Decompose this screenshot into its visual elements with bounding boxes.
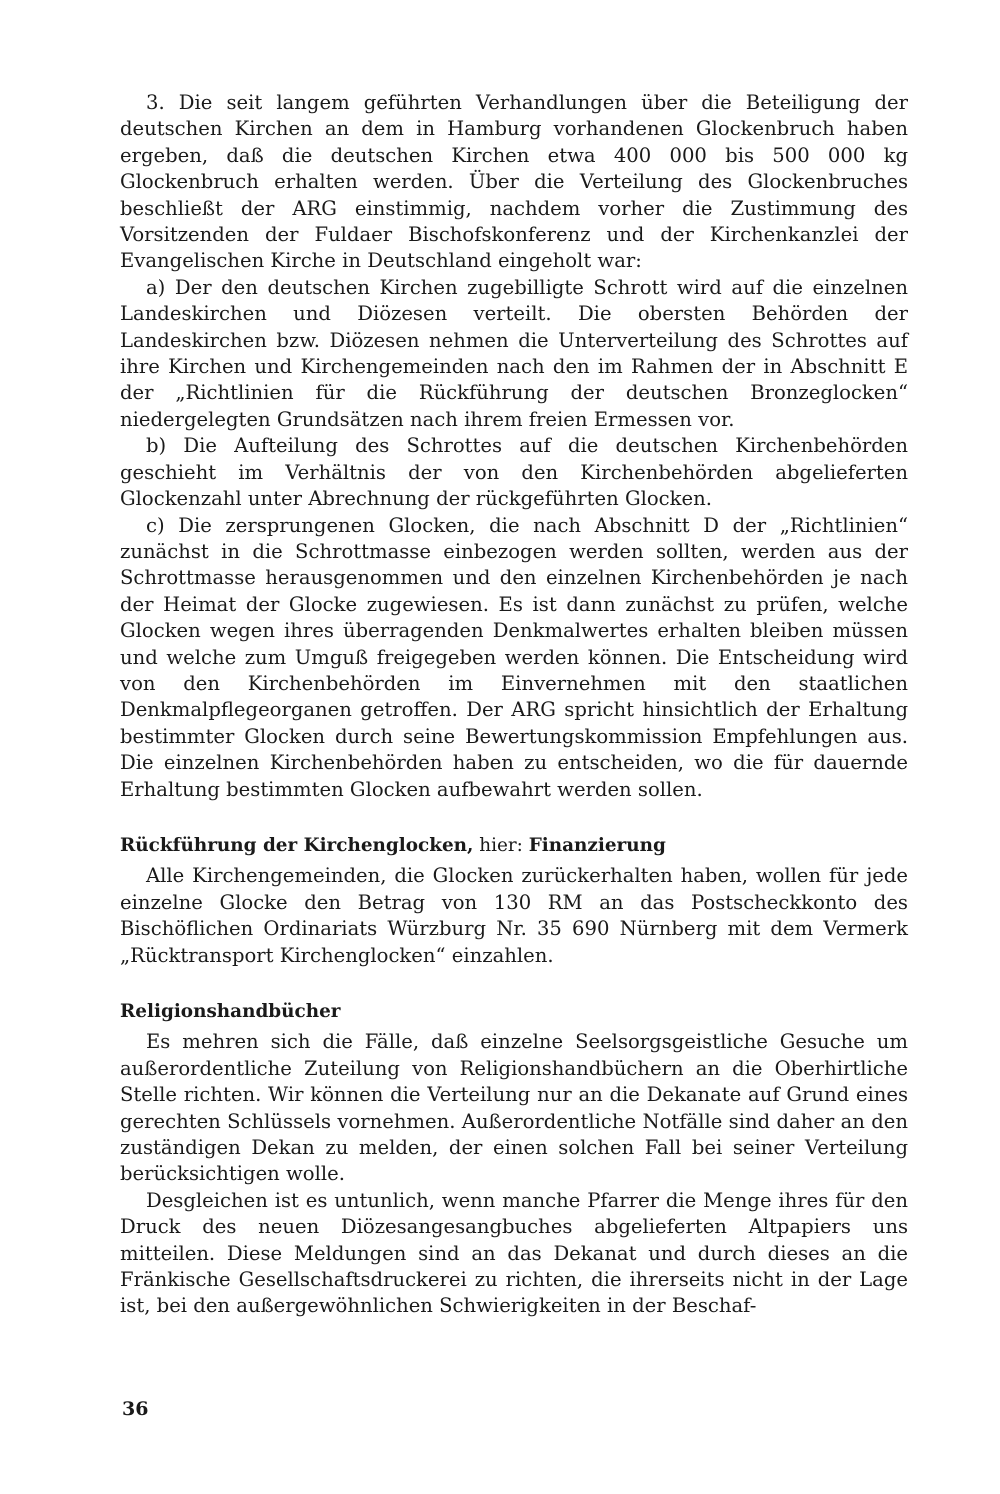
- paragraph: a) Der den deutschen Kirchen zugebilligte Schrott wird auf die einzelnen Landeskirchen und Diözesen verteilt. Die obersten Behörden der Landeskirchen bzw. Diözesen nehmen die Unterverteilung des Schrottes auf ihre Kirchen und Kirchengemeinden nach den im Rahmen der in Abschnitt E der „Richtlinien für die Rückführung der deutschen Bronzeglocken“ niedergelegten Grundsätzen nach ihrem freien Ermessen vor.: [120, 275, 908, 431]
- section-financing: [120, 833, 908, 969]
- paragraph: Alle Kirchengemeinden, die Glocken zurückerhalten haben, wollen für jede einzelne Glocke den Betrag von 130 RM an das Postscheckkonto des Bischöflichen Ordinariats Würzburg Nr. 35 690 Nürnberg mit dem Vermerk „Rücktransport Kirchenglocken“ einzahlen.: [120, 864, 908, 967]
- section-heading: Religionshandbücher: [120, 1001, 341, 1022]
- heading-bold-part: Rückführung der Kirchenglocken,: [120, 834, 474, 856]
- section-heading: [120, 833, 908, 859]
- section-bell-scrap: [120, 90, 908, 803]
- document-page: [120, 88, 908, 1320]
- page-number: 36: [122, 1398, 149, 1420]
- heading-normal-part: hier:: [473, 834, 529, 856]
- section-religion-handbooks: [120, 999, 908, 1320]
- heading-bold-part: Finanzierung: [528, 834, 666, 856]
- paragraph: Es mehren sich die Fälle, daß einzelne Seelsorgsgeistliche Gesuche um außerordentliche Zuteilung von Religionshandbüchern an die Oberhirtliche Stelle richten. Wir können die Verteilung nur an die Dekanate auf Grund eines gerechten Schlüssels vornehmen. Außerordentliche Notfälle sind daher an den zuständigen Dekan zu melden, der einen solchen Fall bei seiner Verteilung berücksichtigen wolle.: [120, 1030, 908, 1186]
- paragraph: c) Die zersprungenen Glocken, die nach Abschnitt D der „Richtlinien“ zunächst in die Schrottmasse einbezogen werden sollten, werden aus der Schrottmasse herausgenommen und den einzelnen Kirchenbehörden je nach der Heimat der Glocke zugewiesen. Es ist dann zunächst zu prüfen, welche Glocken wegen ihres überragenden Denkmalwertes erhalten bleiben müssen und welche zum Umguß freigegeben werden können. Die Entscheidung wird von den Kirchenbehörden im Einvernehmen mit den staatlichen Denkmalpflegeorganen getroffen. Der ARG spricht hinsichtlich der Erhaltung bestimmter Glocken durch seine Bewertungskommission Empfehlungen aus. Die einzelnen Kirchenbehörden haben zu entscheiden, wo die für dauernde Erhaltung bestimmten Glocken aufbewahrt werden sollen.: [120, 513, 908, 801]
- paragraph: Desgleichen ist es untunlich, wenn manche Pfarrer die Menge ihres für den Druck des neuen Diözesangesangbuches abgelieferten Altpapiers uns mitteilen. Diese Meldungen sind an das Dekanat und durch dieses an die Fränkische Gesellschaftsdruckerei zu richten, die ihrerseits nicht in der Lage ist, bei den außergewöhnlichen Schwierigkeiten in der Beschaf-: [120, 1188, 908, 1318]
- paragraph: 3. Die seit langem geführten Verhandlungen über die Beteiligung der deutschen Kirchen an dem in Hamburg vorhandenen Glockenbruch haben ergeben, daß die deutschen Kirchen etwa 400 000 bis 500 000 kg Glockenbruch erhalten werden. Über die Verteilung des Glockenbruches beschließt der ARG einstimmig, nachdem vorher die Zustimmung des Vorsitzenden der Fuldaer Bischofskonferenz und der Kirchenkanzlei der Evangelischen Kirche in Deutschland eingeholt war:: [120, 91, 908, 273]
- paragraph: b) Die Aufteilung des Schrottes auf die deutschen Kirchenbehörden geschieht im Verhältnis der von den Kirchenbehörden abgelieferten Glockenzahl unter Abrechnung der rückgeführten Glocken.: [120, 434, 908, 511]
